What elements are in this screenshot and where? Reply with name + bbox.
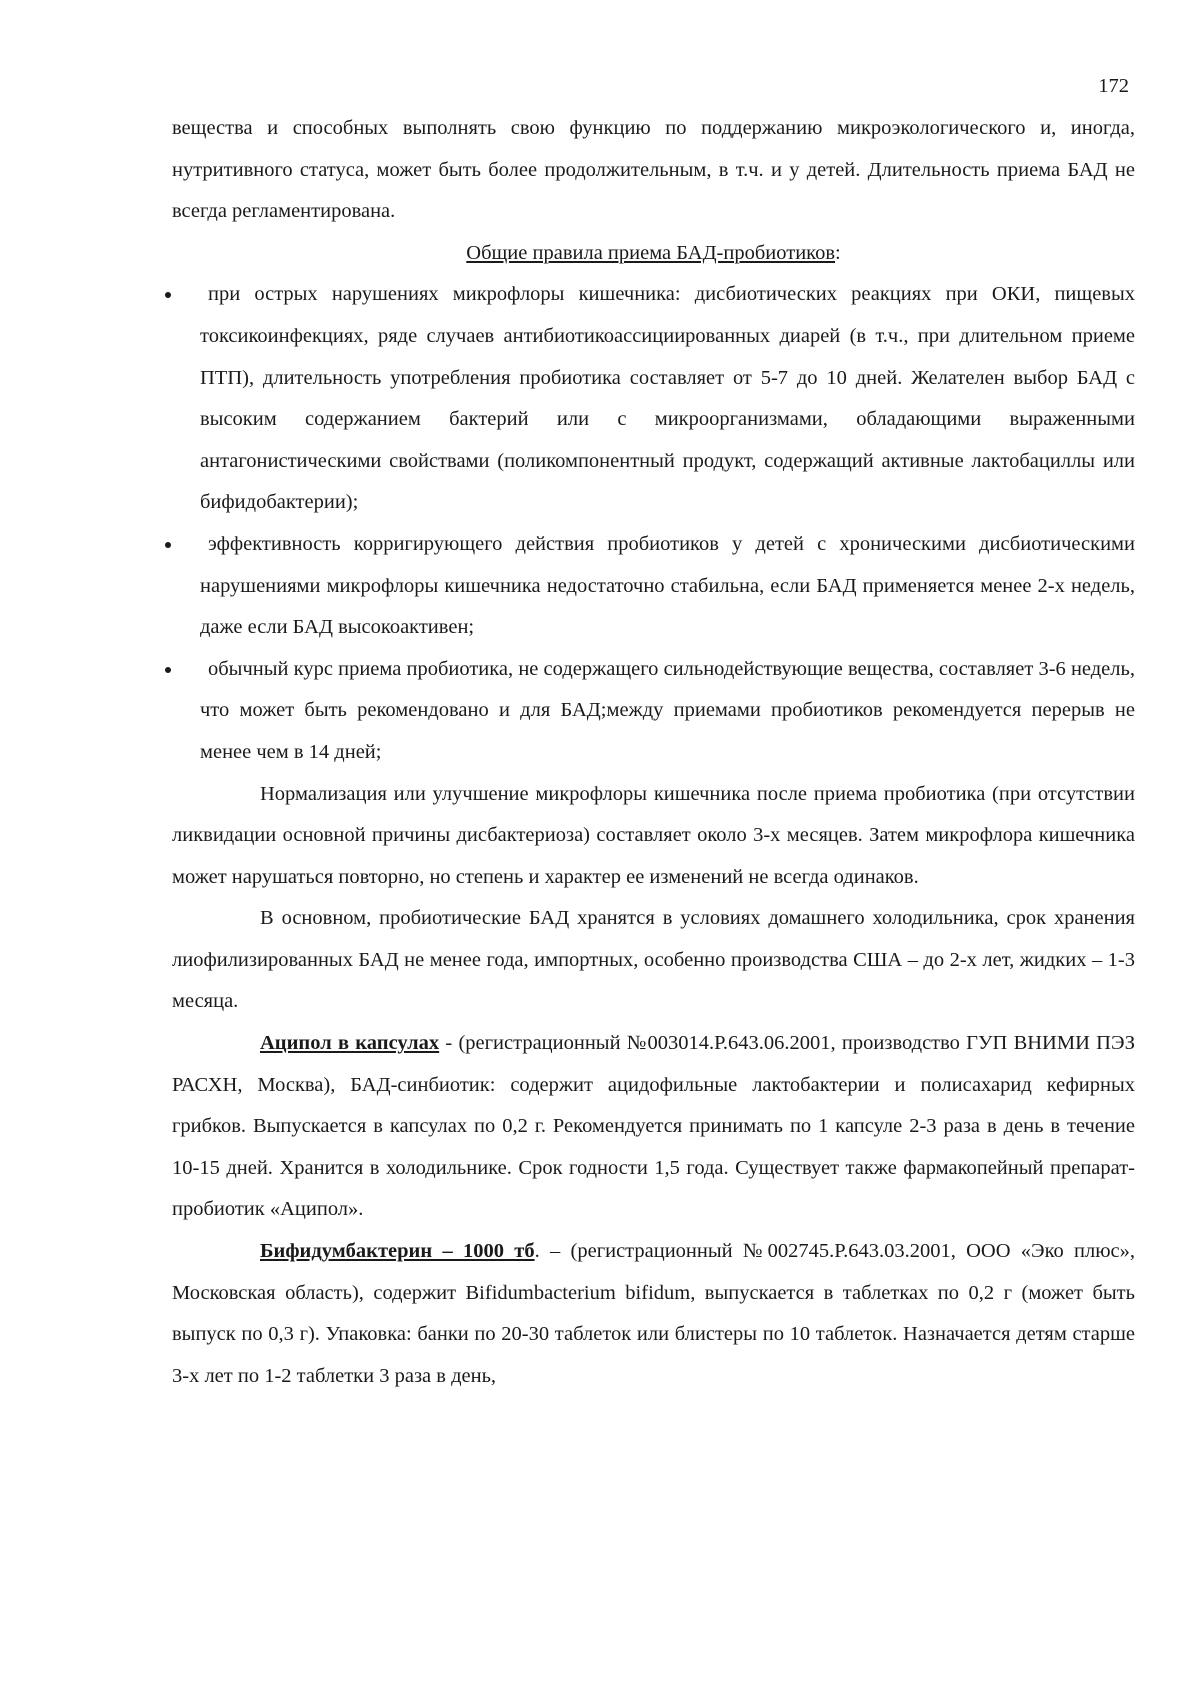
section-heading — [172, 233, 1135, 275]
paragraph-intro: вещества и способных выполнять свою функцию по поддержанию микроэкологического и, иногда, нутритивного статуса, может быть более продолжительным, в т.ч. и у детей. Длительность приема БАД не всегда регламентирована. — [172, 117, 1135, 223]
rules-list — [172, 274, 1135, 773]
rule-text: эффективность корригирующего действия пробиотиков у детей с хроническими дисбиотическими нарушениями микрофлоры кишечника недостаточно стабильна, если БАД применяется менее 2-х недель, даже если БАД высокоактивен; — [200, 532, 1135, 639]
list-item — [200, 649, 1135, 774]
product-bifidumbacterin — [172, 1231, 1135, 1397]
product-description-bifidumbacterin: . – (регистрационный №002745.Р.643.03.2001, ООО «Эко плюс», Московская область), содержит Bifidumbacterium bifidum, выпускается в таблетках по 0,2 г (может быть выпуск по 0,3 г). Упаковка: банки по 20-30 таблеток или блистеры по 10 таблеток. Назначается детям старше 3-х лет по 1-2 таблетки 3 раза в день, — [172, 1240, 1136, 1387]
rule-text: обычный курс приема пробиотика, не содержащего сильнодействующие вещества, составляет 3-6 недель, что может быть рекомендовано и для БАД;между приемами пробиотиков рекомендуется перерыв не менее чем в 14 дней; — [200, 657, 1135, 763]
product-acipol — [172, 1023, 1135, 1231]
page-body — [172, 108, 1135, 1397]
section-heading-text: Общие правила приема БАД-пробиотиков — [466, 241, 836, 264]
page-number: 172 — [1098, 75, 1129, 97]
list-item — [200, 524, 1135, 649]
product-name-acipol: Аципол в капсулах — [260, 1032, 440, 1055]
paragraph-normalization: Нормализация или улучшение микрофлоры кишечника после приема пробиотика (при отсутствии ликвидации основной причины дисбактериоза) составляет около 3-х месяцев. Затем микрофлора кишечника может нарушаться повторно, но степень и характер ее изменений не всегда одинаков. — [172, 782, 1135, 888]
product-name-bifidumbacterin: Бифидумбактерин – 1000 тб — [260, 1240, 535, 1263]
list-item — [200, 274, 1135, 524]
rule-text: при острых нарушениях микрофлоры кишечника: дисбиотических реакциях при ОКИ, пищевых токсикоинфекциях, ряде случаев антибиотикоассициированных диарей (в т.ч., при длительном приеме ПТП), длительность употребления пробиотика составляет от 5-7 до 10 дней. Желателен выбор БАД с высоким содержанием бактерий или с микроорганизмами, обладающими выраженными антагонистическими свойствами (поликомпонентный продукт, содержащий активные лактобациллы или бифидобактерии); — [200, 283, 1135, 514]
product-description-acipol: - (регистрационный №003014.Р.643.06.2001, производство ГУП ВНИМИ ПЭЗ РАСХН, Москва), БАД-синбиотик: содержит ацидофильные лактобактерии и полисахарид кефирных грибков. Выпускается в капсулах по 0,2 г. Рекомендуется принимать по 1 капсуле 2-3 раза в день в течение 10-15 дней. Хранится в холодильнике. Срок годности 1,5 года. Существует также фармакопейный препарат-пробиотик «Аципол». — [172, 1032, 1135, 1221]
section-heading-colon: : — [835, 241, 841, 264]
paragraph-storage: В основном, пробиотические БАД хранятся в условиях домашнего холодильника, срок хранения лиофилизированных БАД не менее года, импортных, особенно производства США – до 2-х лет, жидких – 1-3 месяца. — [172, 907, 1135, 1013]
